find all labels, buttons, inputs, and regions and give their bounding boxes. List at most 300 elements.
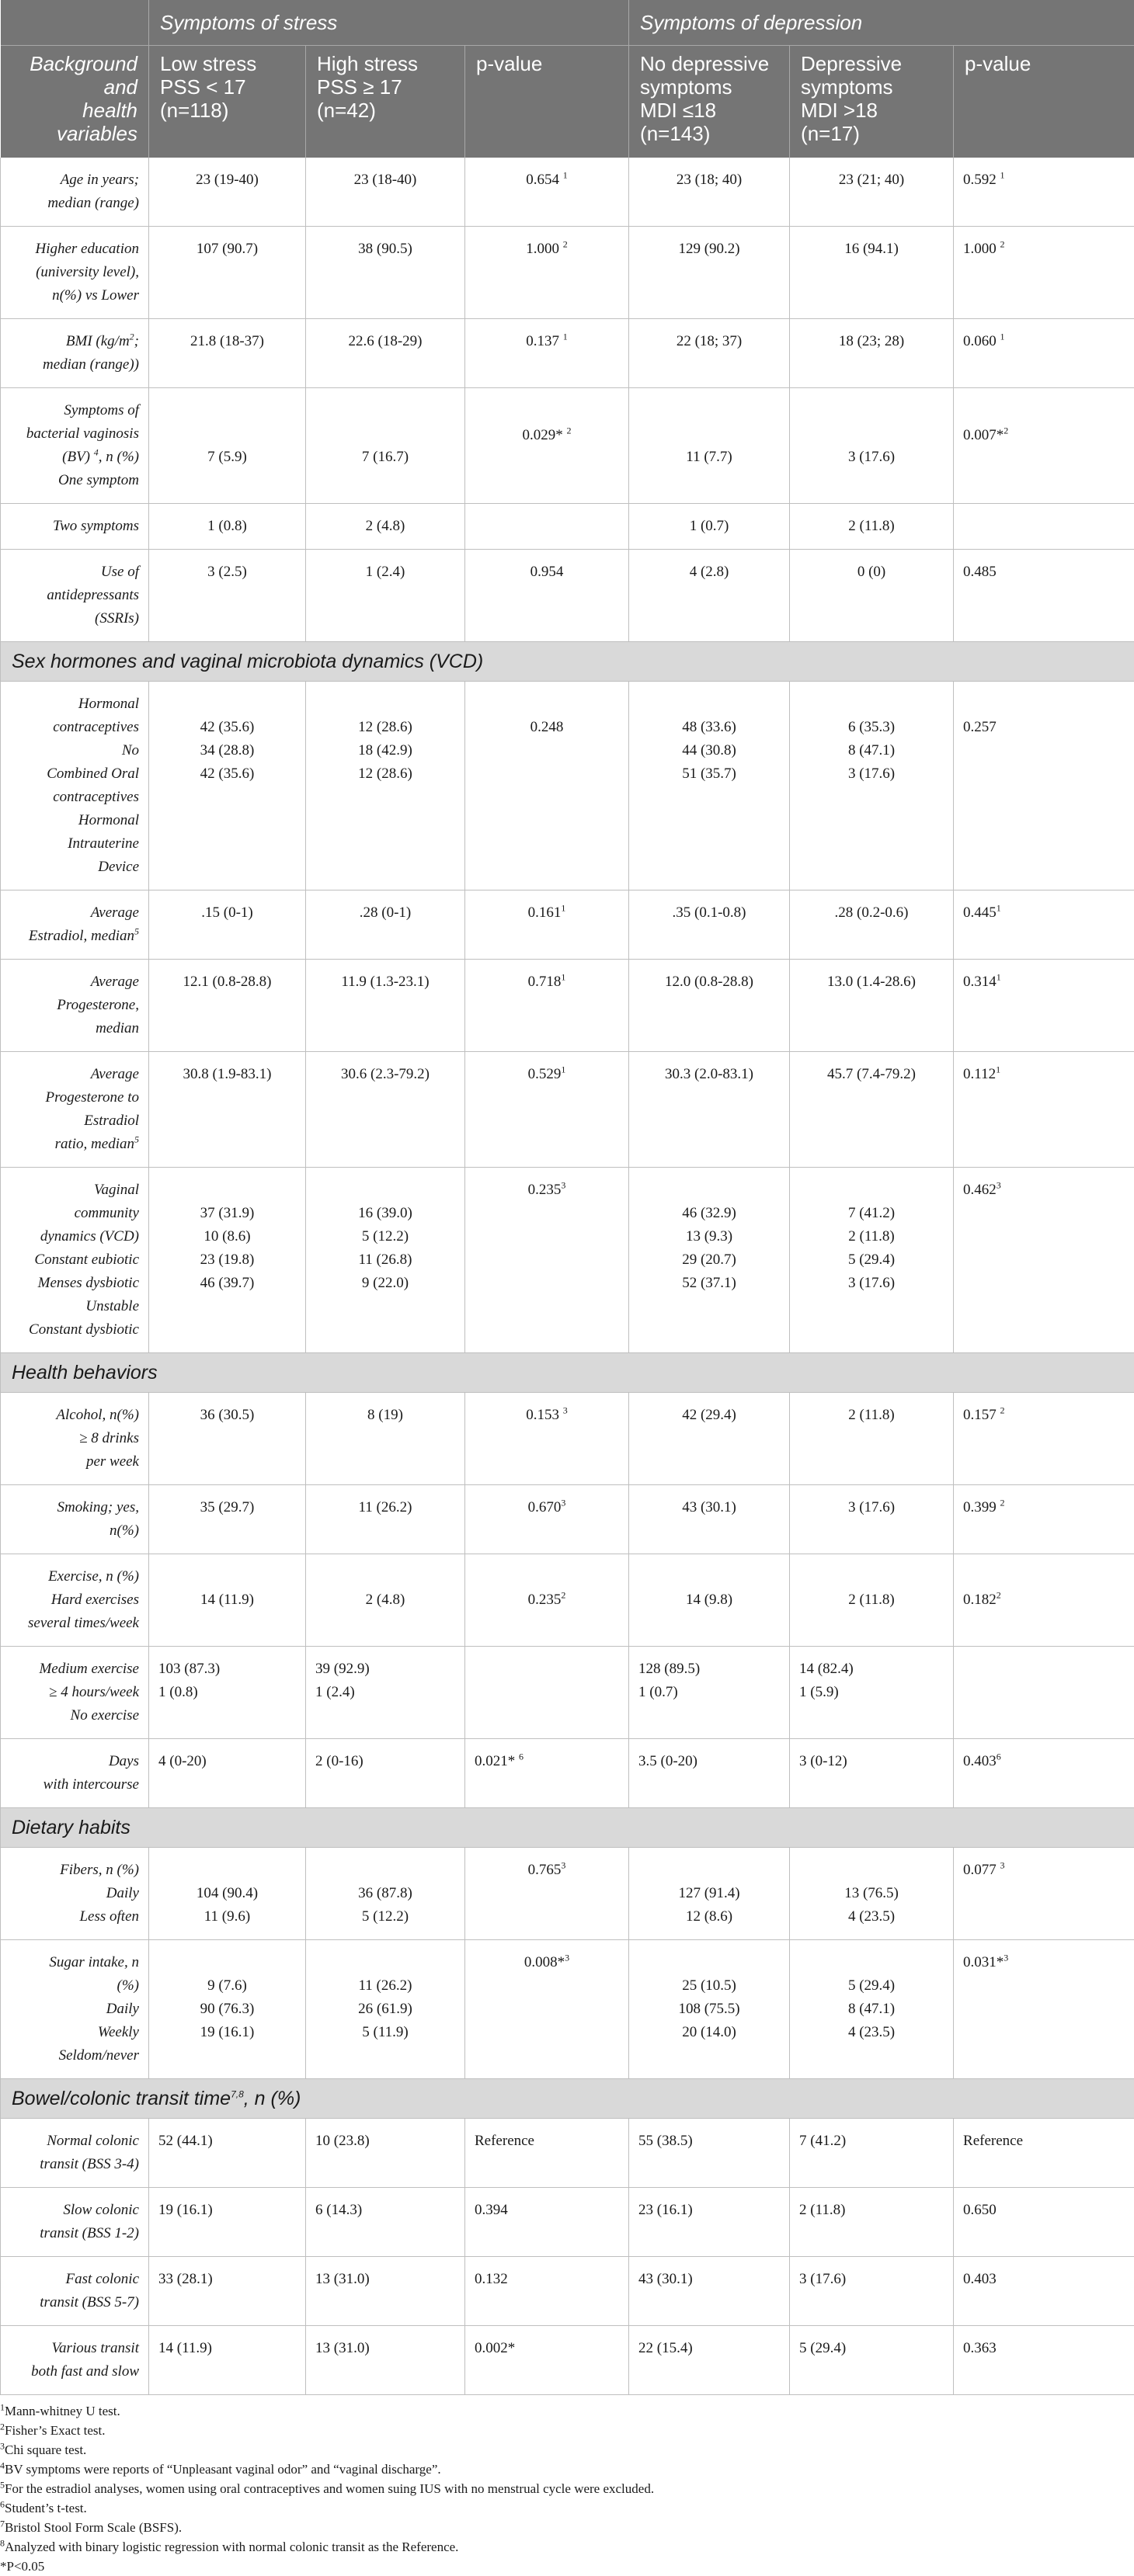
- label-line: Symptoms of: [10, 399, 139, 422]
- hdr-lines: [801, 52, 942, 145]
- cell-p-stress: [465, 319, 629, 388]
- hdr-lines: [476, 52, 617, 75]
- value-lines: [799, 1202, 944, 1295]
- label-line: [10, 330, 139, 353]
- cell-high-stress: 11.9 (1.3-23.1): [306, 960, 465, 1052]
- line: MDI ≤18: [640, 99, 778, 122]
- line: median: [10, 1017, 139, 1040]
- cell-low-stress: 4 (0-20): [149, 1739, 306, 1808]
- label-lines: [10, 561, 139, 630]
- header-depression-group: Symptoms of depression: [629, 0, 1134, 46]
- cell-no-depressive: 42 (29.4): [629, 1393, 790, 1485]
- cell-no-depressive: [629, 682, 790, 890]
- label-lines: [10, 1951, 139, 2067]
- table-row-progesterone: [1, 960, 1134, 1052]
- line: Use of: [10, 561, 139, 584]
- line: contraceptives: [10, 716, 139, 739]
- footnote: [0, 2557, 1134, 2576]
- cell-depressive: 3 (17.6): [790, 1485, 954, 1554]
- table-row-various-transit: [1, 2326, 1134, 2395]
- footnote-ref: 2: [561, 1590, 565, 1601]
- label-lines: [10, 1179, 139, 1342]
- cell-high-stress: .28 (0-1): [306, 890, 465, 960]
- label-lines: [10, 168, 139, 215]
- label-lines: [10, 970, 139, 1040]
- line: Less often: [10, 1905, 139, 1929]
- cell-p-depression: [954, 319, 1134, 388]
- value-lines: [315, 1882, 455, 1929]
- line: symptoms: [801, 75, 942, 99]
- label-lines: [10, 515, 139, 538]
- line: dynamics (VCD): [10, 1225, 139, 1248]
- cell-p-stress: 0.394: [465, 2188, 629, 2257]
- cell-p-stress: [465, 1554, 629, 1647]
- row-label: [1, 2188, 149, 2257]
- footnote-ref: 1: [561, 972, 565, 983]
- label-text: (BV): [62, 449, 94, 465]
- label-line: Average: [10, 1063, 139, 1086]
- line: Progesterone,: [10, 994, 139, 1017]
- line: Average: [10, 970, 139, 994]
- cell-depressive: 45.7 (7.4-79.2): [790, 1052, 954, 1168]
- table-row-fast-transit: [1, 2257, 1134, 2326]
- cell-no-depressive: 23 (16.1): [629, 2188, 790, 2257]
- footnote-text: *P<0.05: [0, 2559, 44, 2574]
- table-row-slow-transit: [1, 2188, 1134, 2257]
- p-value: 0.592: [963, 172, 997, 188]
- line: 5 (29.4): [799, 1248, 944, 1272]
- cell-low-stress: 1 (0.8): [149, 504, 306, 550]
- cell-depressive: [790, 682, 954, 890]
- line: 36 (87.8): [315, 1882, 455, 1905]
- cell-p-stress: [465, 890, 629, 960]
- cell-high-stress: 11 (26.2): [306, 1485, 465, 1554]
- cell-high-stress: 2 (4.8): [306, 1554, 465, 1647]
- line: 1 (0.7): [638, 1681, 780, 1704]
- line: High stress: [317, 52, 454, 75]
- cell-no-depressive: 12.0 (0.8-28.8): [629, 960, 790, 1052]
- line: antidepressants: [10, 584, 139, 607]
- line: Hard exercises: [10, 1588, 139, 1612]
- value-lines: [799, 1974, 944, 2044]
- cell-p-stress: [465, 1647, 629, 1739]
- line: Menses dysbiotic: [10, 1272, 139, 1295]
- cell-low-stress: 14 (11.9): [149, 2326, 306, 2395]
- row-label: [1, 1739, 149, 1808]
- cell-no-depressive: 4 (2.8): [629, 550, 790, 642]
- value-lines: [799, 1658, 944, 1704]
- line: Smoking; yes,: [10, 1496, 139, 1519]
- cell-p-depression: 0.257: [954, 682, 1134, 890]
- cell-high-stress: 10 (23.8): [306, 2119, 465, 2188]
- line: Weekly: [10, 2021, 139, 2044]
- line: 6 (35.3): [799, 716, 944, 739]
- cell-high-stress: 7 (16.7): [306, 388, 465, 504]
- line: Days: [10, 1750, 139, 1773]
- cell-no-depressive: [629, 1647, 790, 1739]
- cell-p-stress: [465, 1848, 629, 1940]
- table-row-exercise-medium: [1, 1647, 1134, 1739]
- line: 12 (8.6): [638, 1905, 780, 1929]
- cell-p-stress: 0.132: [465, 2257, 629, 2326]
- cell-p-depression: [954, 1485, 1134, 1554]
- cell-high-stress: 22.6 (18-29): [306, 319, 465, 388]
- line: Unstable: [10, 1295, 139, 1318]
- row-label: [1, 960, 149, 1052]
- footnote-text: Fisher’s Exact test.: [5, 2423, 106, 2438]
- line: Constant eubiotic: [10, 1248, 139, 1272]
- line: No exercise: [10, 1704, 139, 1727]
- row-label: [1, 682, 149, 890]
- line: (n=42): [317, 99, 454, 122]
- line: health: [12, 99, 138, 122]
- line: both fast and slow: [10, 2360, 139, 2383]
- line: 34 (28.8): [158, 739, 296, 762]
- line: MDI >18: [801, 99, 942, 122]
- label-line: Average: [10, 901, 139, 925]
- value-lines: [315, 1658, 455, 1704]
- footnote: [0, 2537, 1134, 2557]
- p-value: 0.399: [963, 1499, 997, 1515]
- cell-p-depression: [954, 890, 1134, 960]
- cell-depressive: 18 (23; 28): [790, 319, 954, 388]
- cell-low-stress: 30.8 (1.9-83.1): [149, 1052, 306, 1168]
- label-line: Estradiol: [10, 1109, 139, 1133]
- footnote-ref: 1: [997, 903, 1001, 914]
- line: (university level),: [10, 261, 139, 284]
- cell-high-stress: 38 (90.5): [306, 227, 465, 319]
- p-value: 0.235: [528, 1182, 562, 1198]
- section-health-behaviors: [1, 1353, 1134, 1393]
- cell-p-stress: [465, 504, 629, 550]
- line: Exercise, n (%): [10, 1565, 139, 1588]
- line: Hormonal: [10, 693, 139, 716]
- cell-depressive: .28 (0.2-0.6): [790, 890, 954, 960]
- line: 5 (11.9): [315, 2021, 455, 2044]
- footnote-text: Mann-whitney U test.: [5, 2404, 120, 2418]
- cell-no-depressive: 129 (90.2): [629, 227, 790, 319]
- label-line: [10, 446, 139, 469]
- cell-low-stress: [149, 682, 306, 890]
- line: 3 (17.6): [799, 762, 944, 786]
- line: p-value: [476, 52, 617, 75]
- cell-low-stress: .15 (0-1): [149, 890, 306, 960]
- line: (%): [10, 1974, 139, 1998]
- value-lines: [638, 1202, 780, 1295]
- footnote-ref: 2: [1000, 1498, 1005, 1508]
- cell-no-depressive: 1 (0.7): [629, 504, 790, 550]
- p-value: 0.718: [528, 974, 562, 990]
- line: Normal colonic: [10, 2130, 139, 2153]
- cell-p-stress: 0.248: [465, 682, 629, 890]
- value-lines: [158, 1882, 296, 1929]
- label-line: median (range)): [10, 353, 139, 377]
- cell-high-stress: 8 (19): [306, 1393, 465, 1485]
- footnote-text: Student’s t-test.: [5, 2501, 87, 2515]
- line: Fast colonic: [10, 2268, 139, 2291]
- table-row-education: [1, 227, 1134, 319]
- table-row-exercise-hard: [1, 1554, 1134, 1647]
- cell-high-stress: [306, 682, 465, 890]
- line: 2 (11.8): [799, 1225, 944, 1248]
- footnote-text: For the estradiol analyses, women using oral contraceptives and women suing IUS with no menstrual cycle were excluded.: [5, 2481, 654, 2496]
- cell-high-stress: 6 (14.3): [306, 2188, 465, 2257]
- line: ≥ 4 hours/week: [10, 1681, 139, 1704]
- line: 9 (7.6): [158, 1974, 296, 1998]
- table-row-bmi: [1, 319, 1134, 388]
- p-value: 0.137: [526, 333, 559, 349]
- cell-no-depressive: [629, 1940, 790, 2079]
- section-title-sup: 7,8: [231, 2089, 244, 2100]
- cell-p-stress: [465, 1485, 629, 1554]
- label-text: ;: [134, 333, 139, 349]
- cell-p-stress: 0.002*: [465, 2326, 629, 2395]
- footnote-ref: 2: [1000, 239, 1005, 250]
- line: 39 (92.9): [315, 1658, 455, 1681]
- footnote-number: 7: [0, 2518, 5, 2529]
- line: Background: [12, 52, 138, 75]
- line: median (range): [10, 192, 139, 215]
- line: Intrauterine: [10, 832, 139, 856]
- line: Alcohol, n(%): [10, 1404, 139, 1427]
- cell-p-depression: 0.403: [954, 2257, 1134, 2326]
- line: 4 (23.5): [799, 2021, 944, 2044]
- line: No depressive: [640, 52, 778, 75]
- label-sup: 5: [134, 926, 139, 937]
- line: Fibers, n (%): [10, 1859, 139, 1882]
- cell-depressive: [790, 1940, 954, 2079]
- line: Various transit: [10, 2337, 139, 2360]
- label-lines: [10, 2337, 139, 2383]
- cell-low-stress: 3 (2.5): [149, 550, 306, 642]
- line: 1 (2.4): [315, 1681, 455, 1704]
- row-label: [1, 2257, 149, 2326]
- footnote: [0, 2498, 1134, 2518]
- p-value: 0.021*: [475, 1753, 515, 1769]
- table-row-fibers: [1, 1848, 1134, 1940]
- cell-low-stress: 19 (16.1): [149, 2188, 306, 2257]
- footnote-text: Analyzed with binary logistic regression with normal colonic transit as the Reference.: [5, 2540, 458, 2554]
- row-label: [1, 890, 149, 960]
- footnote-ref: 2: [1000, 1405, 1005, 1416]
- line: Low stress: [160, 52, 294, 75]
- line: 8 (47.1): [799, 1998, 944, 2021]
- line: transit (BSS 3-4): [10, 2153, 139, 2176]
- cell-p-stress: [465, 158, 629, 227]
- footnote: [0, 2440, 1134, 2460]
- row-label: [1, 227, 149, 319]
- cell-p-stress: [465, 227, 629, 319]
- cell-low-stress: [149, 1848, 306, 1940]
- footnote-text: BV symptoms were reports of “Unpleasant vaginal odor” and “vaginal discharge”.: [5, 2462, 441, 2477]
- cell-p-depression: 0.485: [954, 550, 1134, 642]
- line: Hormonal: [10, 809, 139, 832]
- footnote-ref: 3: [561, 1860, 565, 1871]
- line: 104 (90.4): [158, 1882, 296, 1905]
- cell-low-stress: 107 (90.7): [149, 227, 306, 319]
- line: 1 (5.9): [799, 1681, 944, 1704]
- line: 37 (31.9): [158, 1202, 296, 1225]
- cell-low-stress: 36 (30.5): [149, 1393, 306, 1485]
- footnote: [0, 2479, 1134, 2498]
- cell-p-stress: [465, 960, 629, 1052]
- line: 42 (35.6): [158, 716, 296, 739]
- footnote-ref: 1: [563, 332, 568, 342]
- line: ≥ 8 drinks: [10, 1427, 139, 1450]
- cell-depressive: 3 (17.6): [790, 2257, 954, 2326]
- cell-p-depression: [954, 960, 1134, 1052]
- cell-depressive: 23 (21; 40): [790, 158, 954, 227]
- label-line: [10, 925, 139, 948]
- cell-high-stress: 13 (31.0): [306, 2326, 465, 2395]
- row-label: [1, 550, 149, 642]
- table-row-ssri: [1, 550, 1134, 642]
- p-value: 0.077: [963, 1862, 997, 1878]
- header-p-value-depression: [954, 46, 1134, 158]
- p-value: 1.000: [526, 241, 559, 257]
- label-lines: [10, 238, 139, 307]
- line: Slow colonic: [10, 2199, 139, 2222]
- label-sup: 4: [94, 447, 99, 458]
- line: Device: [10, 856, 139, 879]
- footnote-ref: 1: [563, 170, 568, 181]
- line: Daily: [10, 1882, 139, 1905]
- line: 11 (26.2): [315, 1974, 455, 1998]
- line: 5 (12.2): [315, 1225, 455, 1248]
- line: 19 (16.1): [158, 2021, 296, 2044]
- footnote: [0, 2401, 1134, 2421]
- footnote-ref: 1: [1000, 332, 1005, 342]
- label-text: ratio, median: [55, 1136, 134, 1152]
- line: 14 (82.4): [799, 1658, 944, 1681]
- column-header-row: [1, 46, 1134, 158]
- cell-low-stress: 52 (44.1): [149, 2119, 306, 2188]
- line: PSS ≥ 17: [317, 75, 454, 99]
- cell-no-depressive: 3.5 (0-20): [629, 1739, 790, 1808]
- row-label: [1, 1485, 149, 1554]
- line: 128 (89.5): [638, 1658, 780, 1681]
- line: 8 (47.1): [799, 739, 944, 762]
- p-value: 0.031*: [963, 1954, 1004, 1970]
- hdr-lines: [965, 52, 1123, 75]
- hdr-lines: [160, 52, 294, 122]
- line: PSS < 17: [160, 75, 294, 99]
- cell-no-depressive: 11 (7.7): [629, 388, 790, 504]
- value-lines: [638, 1658, 780, 1704]
- cell-low-stress: [149, 1168, 306, 1353]
- header-low-stress: [149, 46, 306, 158]
- row-label: [1, 1940, 149, 2079]
- cell-high-stress: 23 (18-40): [306, 158, 465, 227]
- row-label: [1, 1647, 149, 1739]
- footnote-number: 2: [0, 2421, 5, 2432]
- table-row-alcohol: [1, 1393, 1134, 1485]
- footnote-ref: 2: [567, 425, 572, 436]
- table-row-intercourse-days: [1, 1739, 1134, 1808]
- line: and: [12, 75, 138, 99]
- label-lines: [10, 693, 139, 879]
- footnote-ref: 1: [561, 903, 565, 914]
- header-p-value-stress: [465, 46, 629, 158]
- cell-p-depression: [954, 1647, 1134, 1739]
- line: 11 (26.8): [315, 1248, 455, 1272]
- footnote-ref: 6: [519, 1751, 524, 1762]
- row-label: [1, 158, 149, 227]
- table-row-normal-transit: [1, 2119, 1134, 2188]
- cell-no-depressive: 55 (38.5): [629, 2119, 790, 2188]
- footnote-ref: 6: [997, 1751, 1001, 1762]
- row-label: [1, 1052, 149, 1168]
- cell-p-depression: [954, 1052, 1134, 1168]
- p-value: 0.670: [528, 1499, 562, 1515]
- cell-depressive: 2 (11.8): [790, 2188, 954, 2257]
- table-row-vaginal-community-dynamics: [1, 1168, 1134, 1353]
- cell-p-depression: [954, 158, 1134, 227]
- value-lines: [799, 1882, 944, 1929]
- header-no-depressive: [629, 46, 790, 158]
- table-row-progesterone-estradiol-ratio: [1, 1052, 1134, 1168]
- section-title: [1, 2079, 1134, 2119]
- line: with intercourse: [10, 1773, 139, 1797]
- section-title-text: Bowel/colonic transit time: [12, 2088, 231, 2109]
- table-row-bv-two-symptoms: [1, 504, 1134, 550]
- footnote-number: 3: [0, 2440, 5, 2451]
- cell-low-stress: [149, 1647, 306, 1739]
- cell-depressive: 13.0 (1.4-28.6): [790, 960, 954, 1052]
- line: 13 (9.3): [638, 1225, 780, 1248]
- label-lines: [10, 1658, 139, 1727]
- section-dietary-habits: [1, 1808, 1134, 1848]
- footnote-ref: 3: [561, 1498, 565, 1508]
- line: 4 (23.5): [799, 1905, 944, 1929]
- cell-low-stress: 21.8 (18-37): [149, 319, 306, 388]
- value-lines: [158, 1202, 296, 1295]
- header-background-variables: [1, 46, 149, 158]
- label-line: [10, 1133, 139, 1156]
- line: n(%): [10, 1519, 139, 1543]
- section-sex-hormones: [1, 642, 1134, 682]
- cell-high-stress: [306, 1940, 465, 2079]
- label-text: Estradiol, median: [29, 928, 134, 944]
- header-high-stress: [306, 46, 465, 158]
- table-row-bv-one-symptom: [1, 388, 1134, 504]
- line: 108 (75.5): [638, 1998, 780, 2021]
- line: community: [10, 1202, 139, 1225]
- label-line: bacterial vaginosis: [10, 422, 139, 446]
- value-lines: [315, 716, 455, 786]
- line: p-value: [965, 52, 1123, 75]
- footnote-number: 8: [0, 2537, 5, 2548]
- table-row-smoking: [1, 1485, 1134, 1554]
- cell-p-stress: 0.954: [465, 550, 629, 642]
- line: 46 (32.9): [638, 1202, 780, 1225]
- p-value: 0.529: [528, 1066, 562, 1082]
- cell-depressive: 2 (11.8): [790, 1393, 954, 1485]
- footnote-ref: 3: [997, 1180, 1001, 1191]
- line: (n=118): [160, 99, 294, 122]
- label-lines: [10, 2130, 139, 2176]
- cell-p-depression: 0.650: [954, 2188, 1134, 2257]
- footnote-ref: 3: [1004, 1953, 1008, 1963]
- cell-p-depression: [954, 1168, 1134, 1353]
- footnote-number: 5: [0, 2479, 5, 2490]
- p-value: 0.153: [526, 1407, 559, 1423]
- p-value: 0.060: [963, 333, 997, 349]
- p-value: 0.182: [963, 1592, 997, 1608]
- line: contraceptives: [10, 786, 139, 809]
- cell-high-stress: 2 (4.8): [306, 504, 465, 550]
- value-lines: [315, 1974, 455, 2044]
